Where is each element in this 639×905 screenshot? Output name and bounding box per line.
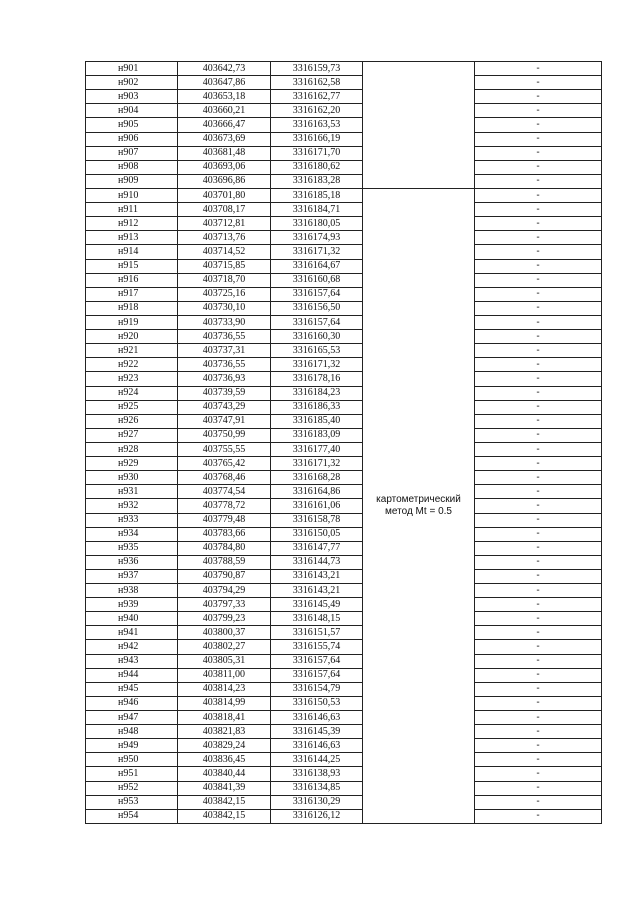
y-coordinate-cell: 3316157,64	[271, 287, 363, 301]
x-coordinate-cell: 403693,06	[178, 160, 271, 174]
table-row	[86, 569, 602, 583]
dash-cell: -	[475, 231, 602, 245]
point-id-cell: н924	[86, 386, 178, 400]
point-id-cell: н914	[86, 245, 178, 259]
point-id-cell: н926	[86, 414, 178, 428]
y-coordinate-cell: 3316165,53	[271, 344, 363, 358]
dash-cell: -	[475, 90, 602, 104]
dash-cell: -	[475, 400, 602, 414]
x-coordinate-cell: 403797,33	[178, 598, 271, 612]
point-id-cell: н909	[86, 174, 178, 188]
y-coordinate-cell: 3316166,19	[271, 132, 363, 146]
dash-cell: -	[475, 203, 602, 217]
table-row	[86, 711, 602, 725]
x-coordinate-cell: 403737,31	[178, 344, 271, 358]
dash-cell: -	[475, 626, 602, 640]
table-row	[86, 457, 602, 471]
point-id-cell: н918	[86, 301, 178, 315]
table-row	[86, 428, 602, 442]
x-coordinate-cell: 403755,55	[178, 442, 271, 456]
table-row	[86, 682, 602, 696]
dash-cell: -	[475, 809, 602, 823]
dash-cell: -	[475, 76, 602, 90]
dash-cell: -	[475, 569, 602, 583]
dash-cell: -	[475, 795, 602, 809]
y-coordinate-cell: 3316185,18	[271, 188, 363, 202]
y-coordinate-cell: 3316158,78	[271, 513, 363, 527]
table-row	[86, 174, 602, 188]
point-id-cell: н906	[86, 132, 178, 146]
x-coordinate-cell: 403799,23	[178, 612, 271, 626]
y-coordinate-cell: 3316157,64	[271, 654, 363, 668]
y-coordinate-cell: 3316150,05	[271, 527, 363, 541]
point-id-cell: н928	[86, 442, 178, 456]
point-id-cell: н948	[86, 725, 178, 739]
table-row	[86, 626, 602, 640]
table-row	[86, 809, 602, 823]
x-coordinate-cell: 403725,16	[178, 287, 271, 301]
table-row	[86, 753, 602, 767]
y-coordinate-cell: 3316155,74	[271, 640, 363, 654]
coordinates-table-body	[86, 62, 602, 824]
point-id-cell: н947	[86, 711, 178, 725]
y-coordinate-cell: 3316180,05	[271, 217, 363, 231]
x-coordinate-cell: 403794,29	[178, 584, 271, 598]
dash-cell: -	[475, 273, 602, 287]
x-coordinate-cell: 403765,42	[178, 457, 271, 471]
point-id-cell: н927	[86, 428, 178, 442]
y-coordinate-cell: 3316130,29	[271, 795, 363, 809]
table-row	[86, 499, 602, 513]
point-id-cell: н915	[86, 259, 178, 273]
table-row	[86, 372, 602, 386]
point-id-cell: н934	[86, 527, 178, 541]
y-coordinate-cell: 3316148,15	[271, 612, 363, 626]
table-row	[86, 485, 602, 499]
x-coordinate-cell: 403829,24	[178, 739, 271, 753]
point-id-cell: н938	[86, 584, 178, 598]
dash-cell: -	[475, 725, 602, 739]
x-coordinate-cell: 403818,41	[178, 711, 271, 725]
x-coordinate-cell: 403814,99	[178, 696, 271, 710]
y-coordinate-cell: 3316151,57	[271, 626, 363, 640]
dash-cell: -	[475, 598, 602, 612]
table-row	[86, 90, 602, 104]
dash-cell: -	[475, 457, 602, 471]
point-id-cell: н919	[86, 315, 178, 329]
table-row	[86, 160, 602, 174]
x-coordinate-cell: 403783,66	[178, 527, 271, 541]
y-coordinate-cell: 3316183,09	[271, 428, 363, 442]
y-coordinate-cell: 3316171,70	[271, 146, 363, 160]
dash-cell: -	[475, 767, 602, 781]
y-coordinate-cell: 3316164,67	[271, 259, 363, 273]
table-row	[86, 146, 602, 160]
y-coordinate-cell: 3316178,16	[271, 372, 363, 386]
table-row	[86, 598, 602, 612]
table-row	[86, 273, 602, 287]
point-id-cell: н936	[86, 555, 178, 569]
method-cell-upper	[363, 62, 475, 189]
x-coordinate-cell: 403802,27	[178, 640, 271, 654]
y-coordinate-cell: 3316162,20	[271, 104, 363, 118]
y-coordinate-cell: 3316144,73	[271, 555, 363, 569]
method-accuracy-text: метод Mt = 0.5	[385, 505, 452, 517]
table-row	[86, 203, 602, 217]
dash-cell: -	[475, 428, 602, 442]
table-row	[86, 104, 602, 118]
x-coordinate-cell: 403681,48	[178, 146, 271, 160]
point-id-cell: н922	[86, 358, 178, 372]
x-coordinate-cell: 403660,21	[178, 104, 271, 118]
x-coordinate-cell: 403701,80	[178, 188, 271, 202]
dash-cell: -	[475, 513, 602, 527]
x-coordinate-cell: 403805,31	[178, 654, 271, 668]
dash-cell: -	[475, 612, 602, 626]
dash-cell: -	[475, 739, 602, 753]
table-row	[86, 62, 602, 76]
point-id-cell: н952	[86, 781, 178, 795]
table-row	[86, 471, 602, 485]
dash-cell: -	[475, 118, 602, 132]
table-row	[86, 245, 602, 259]
x-coordinate-cell: 403736,93	[178, 372, 271, 386]
table-row	[86, 217, 602, 231]
dash-cell: -	[475, 160, 602, 174]
x-coordinate-cell: 403842,15	[178, 809, 271, 823]
dash-cell: -	[475, 344, 602, 358]
x-coordinate-cell: 403768,46	[178, 471, 271, 485]
table-row	[86, 767, 602, 781]
table-row	[86, 301, 602, 315]
dash-cell: -	[475, 217, 602, 231]
x-coordinate-cell: 403840,44	[178, 767, 271, 781]
y-coordinate-cell: 3316157,64	[271, 315, 363, 329]
x-coordinate-cell: 403730,10	[178, 301, 271, 315]
method-name-text: картометрический	[376, 493, 461, 505]
x-coordinate-cell: 403712,81	[178, 217, 271, 231]
dash-cell: -	[475, 62, 602, 76]
x-coordinate-cell: 403779,48	[178, 513, 271, 527]
y-coordinate-cell: 3316145,49	[271, 598, 363, 612]
dash-cell: -	[475, 104, 602, 118]
point-id-cell: н913	[86, 231, 178, 245]
method-cell	[363, 188, 475, 823]
dash-cell: -	[475, 146, 602, 160]
x-coordinate-cell: 403736,55	[178, 358, 271, 372]
table-row	[86, 555, 602, 569]
dash-cell: -	[475, 682, 602, 696]
point-id-cell: н916	[86, 273, 178, 287]
x-coordinate-cell: 403642,73	[178, 62, 271, 76]
x-coordinate-cell: 403774,54	[178, 485, 271, 499]
table-row	[86, 386, 602, 400]
y-coordinate-cell: 3316161,06	[271, 499, 363, 513]
x-coordinate-cell: 403841,39	[178, 781, 271, 795]
y-coordinate-cell: 3316160,30	[271, 330, 363, 344]
y-coordinate-cell: 3316159,73	[271, 62, 363, 76]
point-id-cell: н951	[86, 767, 178, 781]
y-coordinate-cell: 3316147,77	[271, 541, 363, 555]
dash-cell: -	[475, 668, 602, 682]
y-coordinate-cell: 3316174,93	[271, 231, 363, 245]
y-coordinate-cell: 3316162,77	[271, 90, 363, 104]
x-coordinate-cell: 403790,87	[178, 569, 271, 583]
table-row	[86, 584, 602, 598]
table-row	[86, 344, 602, 358]
x-coordinate-cell: 403750,99	[178, 428, 271, 442]
table-row	[86, 795, 602, 809]
y-coordinate-cell: 3316183,28	[271, 174, 363, 188]
table-row	[86, 118, 602, 132]
table-row	[86, 739, 602, 753]
point-id-cell: н930	[86, 471, 178, 485]
point-id-cell: н932	[86, 499, 178, 513]
x-coordinate-cell: 403747,91	[178, 414, 271, 428]
point-id-cell: н911	[86, 203, 178, 217]
point-id-cell: н905	[86, 118, 178, 132]
point-id-cell: н941	[86, 626, 178, 640]
y-coordinate-cell: 3316171,32	[271, 245, 363, 259]
y-coordinate-cell: 3316184,71	[271, 203, 363, 217]
dash-cell: -	[475, 696, 602, 710]
point-id-cell: н943	[86, 654, 178, 668]
point-id-cell: н902	[86, 76, 178, 90]
x-coordinate-cell: 403743,29	[178, 400, 271, 414]
x-coordinate-cell: 403713,76	[178, 231, 271, 245]
y-coordinate-cell: 3316154,79	[271, 682, 363, 696]
y-coordinate-cell: 3316185,40	[271, 414, 363, 428]
table-row	[86, 287, 602, 301]
dash-cell: -	[475, 541, 602, 555]
y-coordinate-cell: 3316163,53	[271, 118, 363, 132]
x-coordinate-cell: 403836,45	[178, 753, 271, 767]
dash-cell: -	[475, 301, 602, 315]
x-coordinate-cell: 403718,70	[178, 273, 271, 287]
dash-cell: -	[475, 753, 602, 767]
table-row	[86, 358, 602, 372]
point-id-cell: н920	[86, 330, 178, 344]
x-coordinate-cell: 403708,17	[178, 203, 271, 217]
coordinates-table	[85, 61, 602, 824]
point-id-cell: н944	[86, 668, 178, 682]
dash-cell: -	[475, 654, 602, 668]
y-coordinate-cell: 3316145,39	[271, 725, 363, 739]
table-row	[86, 414, 602, 428]
table-row	[86, 781, 602, 795]
x-coordinate-cell: 403653,18	[178, 90, 271, 104]
point-id-cell: н929	[86, 457, 178, 471]
dash-cell: -	[475, 442, 602, 456]
dash-cell: -	[475, 711, 602, 725]
dash-cell: -	[475, 471, 602, 485]
dash-cell: -	[475, 372, 602, 386]
dash-cell: -	[475, 414, 602, 428]
y-coordinate-cell: 3316146,63	[271, 739, 363, 753]
y-coordinate-cell: 3316146,63	[271, 711, 363, 725]
dash-cell: -	[475, 358, 602, 372]
table-row	[86, 231, 602, 245]
table-row	[86, 527, 602, 541]
table-row	[86, 725, 602, 739]
y-coordinate-cell: 3316164,86	[271, 485, 363, 499]
point-id-cell: н908	[86, 160, 178, 174]
y-coordinate-cell: 3316150,53	[271, 696, 363, 710]
point-id-cell: н945	[86, 682, 178, 696]
dash-cell: -	[475, 259, 602, 273]
y-coordinate-cell: 3316186,33	[271, 400, 363, 414]
x-coordinate-cell: 403647,86	[178, 76, 271, 90]
point-id-cell: н935	[86, 541, 178, 555]
table-row	[86, 76, 602, 90]
x-coordinate-cell: 403666,47	[178, 118, 271, 132]
table-row	[86, 640, 602, 654]
point-id-cell: н925	[86, 400, 178, 414]
x-coordinate-cell: 403736,55	[178, 330, 271, 344]
point-id-cell: н921	[86, 344, 178, 358]
table-row	[86, 132, 602, 146]
x-coordinate-cell: 403788,59	[178, 555, 271, 569]
point-id-cell: н954	[86, 809, 178, 823]
point-id-cell: н940	[86, 612, 178, 626]
point-id-cell: н953	[86, 795, 178, 809]
y-coordinate-cell: 3316143,21	[271, 584, 363, 598]
dash-cell: -	[475, 315, 602, 329]
dash-cell: -	[475, 330, 602, 344]
table-row	[86, 315, 602, 329]
dash-cell: -	[475, 781, 602, 795]
y-coordinate-cell: 3316143,21	[271, 569, 363, 583]
x-coordinate-cell: 403842,15	[178, 795, 271, 809]
table-row	[86, 696, 602, 710]
dash-cell: -	[475, 386, 602, 400]
x-coordinate-cell: 403778,72	[178, 499, 271, 513]
x-coordinate-cell: 403811,00	[178, 668, 271, 682]
y-coordinate-cell: 3316138,93	[271, 767, 363, 781]
table-row	[86, 513, 602, 527]
dash-cell: -	[475, 188, 602, 202]
y-coordinate-cell: 3316168,28	[271, 471, 363, 485]
dash-cell: -	[475, 555, 602, 569]
dash-cell: -	[475, 584, 602, 598]
point-id-cell: н933	[86, 513, 178, 527]
table-row	[86, 400, 602, 414]
y-coordinate-cell: 3316126,12	[271, 809, 363, 823]
dash-cell: -	[475, 287, 602, 301]
y-coordinate-cell: 3316134,85	[271, 781, 363, 795]
dash-cell: -	[475, 485, 602, 499]
x-coordinate-cell: 403739,59	[178, 386, 271, 400]
point-id-cell: н949	[86, 739, 178, 753]
x-coordinate-cell: 403784,80	[178, 541, 271, 555]
table-row	[86, 541, 602, 555]
y-coordinate-cell: 3316156,50	[271, 301, 363, 315]
dash-cell: -	[475, 499, 602, 513]
table-row	[86, 654, 602, 668]
y-coordinate-cell: 3316171,32	[271, 358, 363, 372]
table-row	[86, 668, 602, 682]
x-coordinate-cell: 403733,90	[178, 315, 271, 329]
point-id-cell: н901	[86, 62, 178, 76]
y-coordinate-cell: 3316177,40	[271, 442, 363, 456]
dash-cell: -	[475, 174, 602, 188]
table-row	[86, 188, 602, 202]
table-row	[86, 330, 602, 344]
point-id-cell: н950	[86, 753, 178, 767]
y-coordinate-cell: 3316157,64	[271, 668, 363, 682]
x-coordinate-cell: 403814,23	[178, 682, 271, 696]
x-coordinate-cell: 403673,69	[178, 132, 271, 146]
dash-cell: -	[475, 640, 602, 654]
dash-cell: -	[475, 527, 602, 541]
point-id-cell: н937	[86, 569, 178, 583]
point-id-cell: н942	[86, 640, 178, 654]
table-row	[86, 442, 602, 456]
table-row	[86, 259, 602, 273]
y-coordinate-cell: 3316144,25	[271, 753, 363, 767]
point-id-cell: н907	[86, 146, 178, 160]
point-id-cell: н946	[86, 696, 178, 710]
y-coordinate-cell: 3316160,68	[271, 273, 363, 287]
table-row	[86, 612, 602, 626]
y-coordinate-cell: 3316171,32	[271, 457, 363, 471]
x-coordinate-cell: 403800,37	[178, 626, 271, 640]
point-id-cell: н931	[86, 485, 178, 499]
x-coordinate-cell: 403715,85	[178, 259, 271, 273]
point-id-cell: н939	[86, 598, 178, 612]
x-coordinate-cell: 403714,52	[178, 245, 271, 259]
dash-cell: -	[475, 245, 602, 259]
point-id-cell: н923	[86, 372, 178, 386]
y-coordinate-cell: 3316184,23	[271, 386, 363, 400]
point-id-cell: н904	[86, 104, 178, 118]
point-id-cell: н910	[86, 188, 178, 202]
x-coordinate-cell: 403821,83	[178, 725, 271, 739]
y-coordinate-cell: 3316162,58	[271, 76, 363, 90]
point-id-cell: н917	[86, 287, 178, 301]
point-id-cell: н912	[86, 217, 178, 231]
y-coordinate-cell: 3316180,62	[271, 160, 363, 174]
point-id-cell: н903	[86, 90, 178, 104]
dash-cell: -	[475, 132, 602, 146]
x-coordinate-cell: 403696,86	[178, 174, 271, 188]
